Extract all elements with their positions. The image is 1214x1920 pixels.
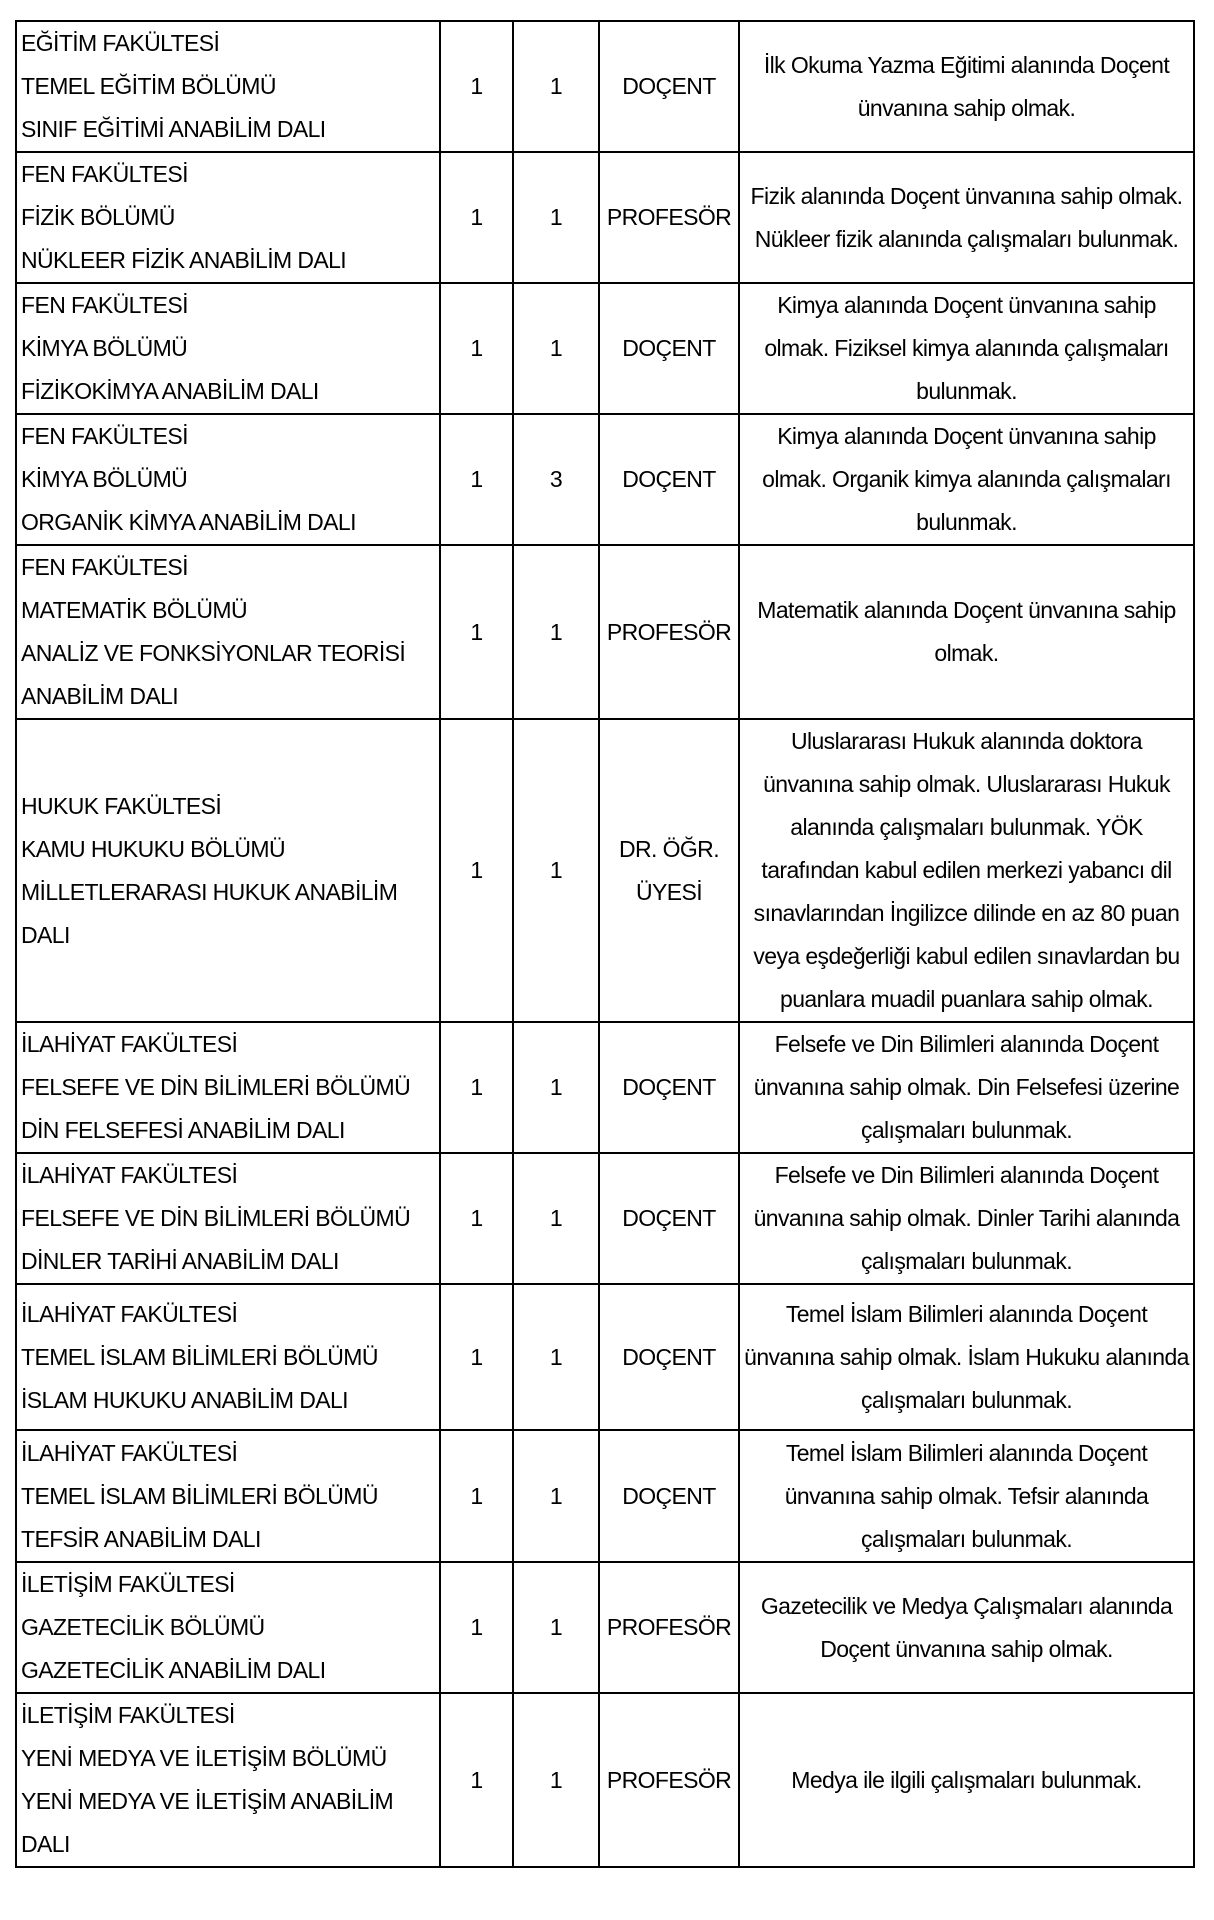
unit-line: TEMEL EĞİTİM BÖLÜMÜ: [21, 73, 276, 99]
table-row: [16, 545, 1194, 719]
unit-line: İLAHİYAT FAKÜLTESİ: [21, 1439, 238, 1466]
table-row: [16, 414, 1194, 545]
unit-line: İLAHİYAT FAKÜLTESİ: [21, 1031, 238, 1057]
count-cell: 1: [440, 152, 513, 283]
title-cell: DOÇENT: [599, 1430, 739, 1562]
count2-cell: 1: [513, 719, 599, 1022]
table-row: [16, 1284, 1194, 1430]
unit-line: KİMYA BÖLÜMÜ: [21, 335, 188, 361]
table-row: [16, 1153, 1194, 1284]
requirement-cell: İlk Okuma Yazma Eğitimi alanında Doçent ünvanına sahip olmak.: [739, 21, 1194, 152]
unit-line: TEFSİR ANABİLİM DALI: [21, 1525, 261, 1552]
unit-line: GAZETECİLİK ANABİLİM DALI: [21, 1657, 326, 1683]
title-cell: DOÇENT: [599, 1022, 739, 1153]
unit-cell: [16, 1153, 440, 1284]
title-cell: DOÇENT: [599, 1284, 739, 1430]
unit-line: FEN FAKÜLTESİ: [21, 554, 188, 580]
unit-cell: [16, 1022, 440, 1153]
requirement-cell: Gazetecilik ve Medya Çalışmaları alanında Doçent ünvanına sahip olmak.: [739, 1562, 1194, 1693]
unit-line: YENİ MEDYA VE İLETİŞİM ANABİLİM: [21, 1788, 394, 1814]
count-cell: 1: [440, 719, 513, 1022]
title-cell: DOÇENT: [599, 1153, 739, 1284]
count-cell: 1: [440, 414, 513, 545]
table-row: [16, 1430, 1194, 1562]
unit-cell: [16, 152, 440, 283]
requirement-cell: Matematik alanında Doçent ünvanına sahip olmak.: [739, 545, 1194, 719]
unit-line: İLETİŞİM FAKÜLTESİ: [21, 1571, 235, 1597]
unit-cell: [16, 1562, 440, 1693]
title-cell: DOÇENT: [599, 283, 739, 414]
unit-cell: [16, 1693, 440, 1867]
unit-line: YENİ MEDYA VE İLETİŞİM BÖLÜMÜ: [21, 1745, 387, 1771]
count-cell: 1: [440, 1022, 513, 1153]
count2-cell: 1: [513, 283, 599, 414]
requirement-cell: Temel İslam Bilimleri alanında Doçent ünvanına sahip olmak. Tefsir alanında çalışmaları bulunmak.: [739, 1430, 1194, 1562]
count2-cell: 1: [513, 1022, 599, 1153]
requirement-cell: Temel İslam Bilimleri alanında Doçent ünvanına sahip olmak. İslam Hukuku alanında çalışmaları bulunmak.: [739, 1284, 1194, 1430]
unit-line: MATEMATİK BÖLÜMÜ: [21, 597, 247, 623]
unit-line: İLAHİYAT FAKÜLTESİ: [21, 1162, 238, 1188]
title-cell: DOÇENT: [599, 414, 739, 545]
count-cell: 1: [440, 1153, 513, 1284]
unit-cell: [16, 545, 440, 719]
title-cell: DOÇENT: [599, 21, 739, 152]
unit-line: FELSEFE VE DİN BİLİMLERİ BÖLÜMÜ: [21, 1205, 411, 1231]
requirement-cell: Kimya alanında Doçent ünvanına sahip olmak. Fiziksel kimya alanında çalışmaları bulunmak.: [739, 283, 1194, 414]
unit-line: TEMEL İSLAM BİLİMLERİ BÖLÜMÜ: [21, 1343, 378, 1370]
unit-line: DİNLER TARİHİ ANABİLİM DALI: [21, 1248, 339, 1274]
count-cell: 1: [440, 1284, 513, 1430]
unit-cell: [16, 1430, 440, 1562]
requirement-cell: Uluslararası Hukuk alanında doktora ünvanına sahip olmak. Uluslararası Hukuk alanında çalışmaları bulunmak. YÖK tarafından kabul edilen merkezi yabancı dil sınavlarından İngilizce dilinde en az 80 puan veya eşdeğerliği kabul edilen sınavlardan bu puanlara muadil puanlara sahip olmak.: [739, 719, 1194, 1022]
count-cell: 1: [440, 1430, 513, 1562]
table-row: [16, 1022, 1194, 1153]
count2-cell: 1: [513, 545, 599, 719]
unit-cell: [16, 21, 440, 152]
unit-line: GAZETECİLİK BÖLÜMÜ: [21, 1614, 265, 1640]
table-row: [16, 719, 1194, 1022]
unit-line: FELSEFE VE DİN BİLİMLERİ BÖLÜMÜ: [21, 1074, 411, 1100]
count-cell: 1: [440, 545, 513, 719]
count2-cell: 1: [513, 152, 599, 283]
title-cell: PROFESÖR: [599, 1562, 739, 1693]
unit-line: FEN FAKÜLTESİ: [21, 423, 188, 449]
unit-cell: [16, 1284, 440, 1430]
unit-line: İSLAM HUKUKU ANABİLİM DALI: [21, 1386, 348, 1413]
count2-cell: 1: [513, 21, 599, 152]
unit-line: DİN FELSEFESİ ANABİLİM DALI: [21, 1117, 345, 1143]
table-row: [16, 283, 1194, 414]
count2-cell: 3: [513, 414, 599, 545]
unit-line: SINIF EĞİTİMİ ANABİLİM DALI: [21, 116, 326, 142]
unit-line: NÜKLEER FİZİK ANABİLİM DALI: [21, 247, 347, 273]
unit-line: FEN FAKÜLTESİ: [21, 292, 188, 318]
unit-cell: [16, 283, 440, 414]
requirement-cell: Kimya alanında Doçent ünvanına sahip olmak. Organik kimya alanında çalışmaları bulunmak.: [739, 414, 1194, 545]
title-cell: DR. ÖĞR. ÜYESİ: [599, 719, 739, 1022]
count2-cell: 1: [513, 1430, 599, 1562]
title-cell: PROFESÖR: [599, 1693, 739, 1867]
unit-line: ANALİZ VE FONKSİYONLAR TEORİSİ: [21, 640, 406, 666]
unit-line: ANABİLİM DALI: [21, 683, 179, 709]
unit-cell: [16, 719, 440, 1022]
table-row: [16, 152, 1194, 283]
count2-cell: 1: [513, 1284, 599, 1430]
table-row: [16, 1562, 1194, 1693]
count-cell: 1: [440, 1693, 513, 1867]
unit-line: DALI: [21, 921, 70, 948]
title-cell: PROFESÖR: [599, 152, 739, 283]
requirement-cell: Felsefe ve Din Bilimleri alanında Doçent ünvanına sahip olmak. Din Felsefesi üzerine çalışmaları bulunmak.: [739, 1022, 1194, 1153]
unit-line: EĞİTİM FAKÜLTESİ: [21, 30, 220, 56]
unit-line: FİZİK BÖLÜMÜ: [21, 204, 175, 230]
count2-cell: 1: [513, 1153, 599, 1284]
table-row: [16, 21, 1194, 152]
count-cell: 1: [440, 21, 513, 152]
count-cell: 1: [440, 1562, 513, 1693]
unit-line: İLAHİYAT FAKÜLTESİ: [21, 1300, 238, 1327]
unit-cell: [16, 414, 440, 545]
unit-line: FEN FAKÜLTESİ: [21, 161, 188, 187]
unit-line: DALI: [21, 1831, 70, 1857]
positions-table: [15, 20, 1195, 1868]
unit-line: HUKUK FAKÜLTESİ: [21, 792, 222, 819]
unit-line: KİMYA BÖLÜMÜ: [21, 466, 188, 492]
count2-cell: 1: [513, 1693, 599, 1867]
requirement-cell: Medya ile ilgili çalışmaları bulunmak.: [739, 1693, 1194, 1867]
unit-line: KAMU HUKUKU BÖLÜMÜ: [21, 835, 285, 862]
count2-cell: 1: [513, 1562, 599, 1693]
table-row: [16, 1693, 1194, 1867]
requirement-cell: Fizik alanında Doçent ünvanına sahip olmak. Nükleer fizik alanında çalışmaları bulunmak.: [739, 152, 1194, 283]
unit-line: İLETİŞİM FAKÜLTESİ: [21, 1702, 235, 1728]
unit-line: TEMEL İSLAM BİLİMLERİ BÖLÜMÜ: [21, 1482, 378, 1509]
unit-line: ORGANİK KİMYA ANABİLİM DALI: [21, 509, 356, 535]
requirement-cell: Felsefe ve Din Bilimleri alanında Doçent ünvanına sahip olmak. Dinler Tarihi alanında çalışmaları bulunmak.: [739, 1153, 1194, 1284]
unit-line: MİLLETLERARASI HUKUK ANABİLİM: [21, 878, 398, 905]
count-cell: 1: [440, 283, 513, 414]
title-cell: PROFESÖR: [599, 545, 739, 719]
unit-line: FİZİKOKİMYA ANABİLİM DALI: [21, 378, 319, 404]
